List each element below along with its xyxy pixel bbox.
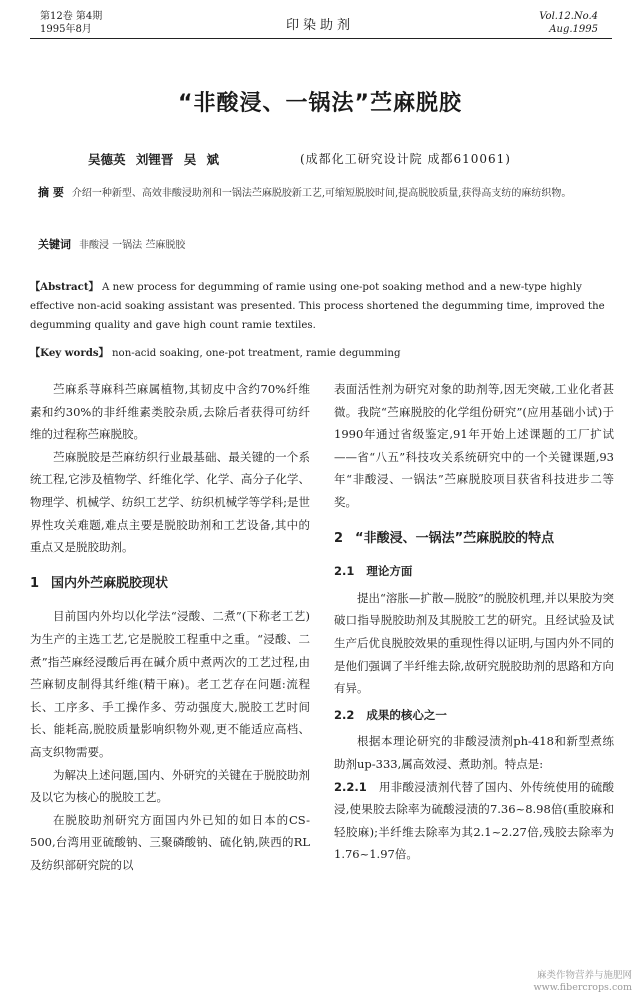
watermark-url: www.fibercrops.com [533, 982, 632, 993]
section-heading-2 [334, 528, 614, 551]
section-number: 1 [30, 575, 40, 591]
subsection-heading-2-1 [334, 560, 614, 583]
section-title: 国内外苎麻脱胶现状 [51, 575, 169, 591]
abstract-cn-text: 介绍一种新型、高效非酸浸助剂和一锅法苎麻脱胶新工艺,可缩短脱胶时间,提高脱胶质量,获得高支纺的麻纺织物。 [71, 188, 572, 199]
header-volume-en [539, 10, 598, 36]
keywords-cn-text: 非酸浸 一锅法 苎麻脱胶 [79, 240, 186, 251]
journal-name: 印染助剂 [285, 18, 354, 33]
abstract-cn [38, 184, 604, 202]
section-number: 2 [334, 530, 344, 546]
paragraph: 提出“溶胀—扩散—脱胶”的脱胶机理,并以果胶为突破口指导脱胶助剂及其脱胶工艺的研究。且经试验及试生产后优良脱胶效果的重现性得以证明,与国内外不同的是他们强调了半纤维去除,故研究脱胶助剂的思路和方向有异。 [334, 590, 614, 696]
subsection-title: 理论方面 [366, 564, 413, 579]
volume-issue-cn: 第12卷 第4期 [40, 11, 103, 22]
paragraph: 表面活性剂为研究对象的助剂等,因无突破,工业化者甚微。我院“苎麻脱胶的化学组份研究”(应用基础小试)于1990年通过省级鉴定,91年开始上述课题的工厂扩试——省“八五”科技攻关系统研究中的一个关键课题,93年“非酸浸、一锅法”苎麻脱胶项目获省科技进步二等奖。 [334, 382, 614, 509]
keywords-cn-label: 关键词 [38, 238, 71, 251]
abstract-en [30, 278, 610, 335]
subsection-number: 2.1 [334, 564, 355, 579]
paragraph: 目前国内外均以化学法“浸酸、二煮”(下称老工艺)为生产的主选工艺,它是脱胶工程重中之重。“浸酸、二煮”指苎麻经浸酸后再在碱介质中煮两次的工艺过程,由苎麻韧皮制得其纤维(精干麻)。老工艺存在问题:流程长、工序多、手工操作多、劳动强度大,脱胶工艺时间长、能耗高,脱胶质量影响织物外观,更不能适应高档、高支织物需要。 [30, 609, 310, 759]
paper-title: “非酸浸、一锅法”苎麻脱胶 [178, 91, 462, 116]
abstract-en-label: 【Abstract】 [30, 281, 99, 293]
affiliation: (成都化工研究设计院 成都610061) [300, 152, 511, 166]
keywords-en-text: non-acid soaking, one-pot treatment, ramie degumming [112, 348, 401, 359]
paragraph: 为解决上述问题,国内、外研究的关键在于脱胶助剂及以它为核心的脱胶工艺。 [30, 767, 310, 805]
keywords-cn [38, 236, 604, 254]
running-header [0, 8, 640, 40]
item-text: 用非酸浸渍剂代替了国内、外传统使用的硫酸浸,使果胶去除率为硫酸浸渍的7.36~8.98倍(重胶麻和轻胶麻);半纤维去除率为其2.1~2.27倍,残胶去除率为1.76~1.97倍。 [334, 779, 614, 862]
item-number: 2.2.1 [334, 779, 367, 794]
keywords-en-label: 【Key words】 [30, 347, 109, 359]
paragraph: 在脱胶助剂研究方面国内外已知的如日本的CS-500,台湾用亚硫酸钠、三聚磷酸钠、硫化钠,陕西的RL及纺织部研究院的以 [30, 812, 310, 872]
paragraph: 苎麻系荨麻科苎麻属植物,其韧皮中含约70%纤维素和约30%的非纤维素类胶杂质,去除后者获得可纺纤维的过程称苎麻脱胶。 [30, 382, 310, 442]
watermark-site-name: 麻类作物营养与施肥网 [536, 970, 632, 981]
abstract-en-text: A new process for degumming of ramie using one-pot soaking method and a new-type highly effective non-acid soaking assistant was presented. This process shortened the degumming time, improved the degumming quality and gave high count ramie textiles. [30, 282, 605, 331]
watermark [534, 970, 632, 994]
date-cn: 1995年8月 [40, 24, 92, 35]
paragraph: 苎麻脱胶是苎麻纺织行业最基础、最关键的一个系统工程,它涉及植物学、纤维化学、化学、高分子化学、物理学、机械学、纺织工艺学、纺织机械学等学科;是世界性攻关难题,难点主要是脱胶助剂和工艺设备,其中的重点又是脱胶助剂。 [30, 449, 310, 555]
list-item [334, 776, 614, 866]
date-en: Aug.1995 [549, 24, 598, 35]
header-rule [30, 38, 612, 39]
body-column-right [334, 378, 614, 866]
keywords-en [30, 344, 610, 363]
abstract-cn-label: 摘 要 [38, 186, 64, 199]
paragraph: 根据本理论研究的非酸浸渍剂ph-418和新型煮练助剂up-333,属高效浸、煮助剂。特点是: [334, 734, 614, 771]
section-title: “非酸浸、一锅法”苎麻脱胶的特点 [355, 530, 555, 546]
subsection-title: 成果的核心之一 [366, 707, 447, 722]
subsection-heading-2-2 [334, 704, 614, 727]
section-heading-1 [30, 573, 310, 596]
volume-issue-en: Vol.12.No.4 [539, 11, 598, 22]
author-list: 吴德英 刘锂晋 吴 斌 [88, 152, 220, 167]
body-column-left [30, 378, 310, 876]
subsection-number: 2.2 [334, 707, 355, 722]
